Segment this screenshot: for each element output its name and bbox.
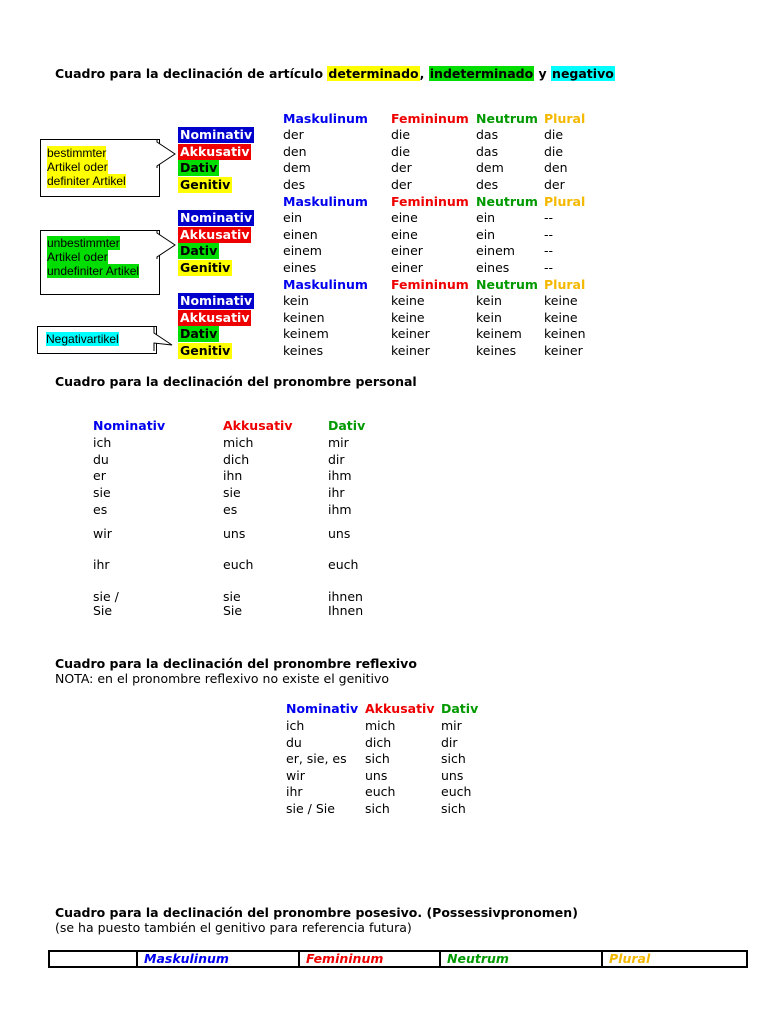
callout-definite-line-2: Artikel oder <box>47 160 108 174</box>
title-highlight-indeterminado: indeterminado <box>429 66 534 81</box>
possessive-pronoun-title: Cuadro para la declinación del pronombre posesivo. (Possessivpronomen) <box>55 905 578 920</box>
indef-cell: eine <box>391 227 418 242</box>
def-cell: der <box>544 177 565 192</box>
reflexive-cell: wir <box>286 768 305 783</box>
personal-cell: ihn <box>223 468 243 483</box>
reflexive-cell: sich <box>365 801 390 816</box>
personal-cell: ihm <box>328 502 352 517</box>
personal-cell: euch <box>223 557 254 572</box>
indef-header-maskulinum: Maskulinum <box>283 194 368 209</box>
reflexive-header-nominativ: Nominativ <box>286 701 359 716</box>
personal-cell: sie <box>223 589 241 604</box>
neg-case-nominativ: Nominativ <box>180 293 253 308</box>
def-cell: des <box>476 177 499 192</box>
indef-cell: einem <box>283 243 322 258</box>
indef-header-plural: Plural <box>544 194 586 209</box>
callout-definite-line-1: bestimmter <box>47 146 107 160</box>
personal-pronoun-title: Cuadro para la declinación del pronombre personal <box>55 374 417 389</box>
title-conjunction: y <box>538 66 547 81</box>
callout-indefinite-pointer <box>157 231 179 261</box>
personal-cell: ihm <box>328 468 352 483</box>
neg-case-dativ: Dativ <box>180 326 218 341</box>
reflexive-note: NOTA: en el pronombre reflexivo no existe el genitivo <box>55 671 390 686</box>
personal-cell: ihr <box>93 557 110 572</box>
personal-cell: ihr <box>328 485 345 500</box>
indef-header-femininum: Femininum <box>391 194 469 209</box>
callout-indefinite-article <box>40 230 160 295</box>
neg-cell: keine <box>544 310 578 325</box>
reflexive-pronoun-title: Cuadro para la declinación del pronombre reflexivo <box>55 656 417 671</box>
neg-cell: keiner <box>391 326 430 341</box>
reflexive-cell: euch <box>441 784 472 799</box>
reflexive-cell: du <box>286 735 302 750</box>
indef-cell: eines <box>476 260 510 275</box>
callout-indefinite-line-2: Artikel oder <box>47 250 108 264</box>
personal-cell: sie <box>223 485 241 500</box>
indef-cell: einer <box>391 243 423 258</box>
def-case-genitiv: Genitiv <box>180 177 231 192</box>
title-prefix: Cuadro para la declinación de artículo <box>55 66 324 81</box>
personal-cell: ich <box>93 435 112 450</box>
indef-cell: eines <box>283 260 317 275</box>
reflexive-cell: dich <box>365 735 392 750</box>
personal-cell: euch <box>328 557 359 572</box>
neg-cell: keines <box>476 343 517 358</box>
indef-cell: ein <box>476 210 496 225</box>
indef-case-akkusativ: Akkusativ <box>180 227 250 242</box>
personal-header-nominativ: Nominativ <box>93 418 166 433</box>
reflexive-cell: sich <box>441 751 466 766</box>
callout-negative-article <box>37 326 157 354</box>
possessive-subtitle: (se ha puesto también el genitivo para referencia futura) <box>55 920 412 935</box>
personal-cell: dir <box>328 452 345 467</box>
indef-case-nominativ: Nominativ <box>180 210 253 225</box>
def-cell: die <box>544 127 564 142</box>
neg-cell: kein <box>476 293 502 308</box>
neg-header-neutrum: Neutrum <box>476 277 538 292</box>
def-case-nominativ: Nominativ <box>180 127 253 142</box>
personal-cell: es <box>223 502 238 517</box>
personal-cell: wir <box>93 526 112 541</box>
title-comma: , <box>419 66 425 81</box>
possessive-header-plural: Plural <box>602 951 747 967</box>
personal-cell: ihnen <box>328 589 363 604</box>
indef-cell: -- <box>544 227 554 242</box>
callout-definite-pointer <box>157 140 179 170</box>
indef-cell: ein <box>476 227 496 242</box>
neg-cell: keinen <box>283 310 325 325</box>
neg-cell: kein <box>476 310 502 325</box>
def-cell: der <box>283 127 304 142</box>
def-header-femininum: Femininum <box>391 111 469 126</box>
callout-negative-text: Negativartikel <box>46 332 119 346</box>
personal-cell: du <box>93 452 109 467</box>
def-cell: die <box>391 127 411 142</box>
callout-definite-line-3: definiter Artikel <box>47 174 126 188</box>
neg-header-maskulinum: Maskulinum <box>283 277 368 292</box>
neg-cell: keines <box>283 343 324 358</box>
personal-cell: Ihnen <box>328 603 364 618</box>
reflexive-cell: sich <box>365 751 390 766</box>
reflexive-cell: mich <box>365 718 396 733</box>
personal-cell: es <box>93 502 108 517</box>
def-header-neutrum: Neutrum <box>476 111 538 126</box>
neg-cell: keine <box>391 310 425 325</box>
def-header-maskulinum: Maskulinum <box>283 111 368 126</box>
def-cell: die <box>391 144 411 159</box>
indef-cell: -- <box>544 243 554 258</box>
article-declension-title <box>55 66 615 82</box>
reflexive-cell: sie / Sie <box>286 801 335 816</box>
indef-cell: einen <box>283 227 318 242</box>
def-case-akkusativ: Akkusativ <box>180 144 250 159</box>
def-cell: dem <box>476 160 504 175</box>
def-cell: die <box>544 144 564 159</box>
neg-cell: keinen <box>544 326 586 341</box>
possessive-header-empty <box>49 951 137 967</box>
def-cell: dem <box>283 160 311 175</box>
reflexive-cell: dir <box>441 735 458 750</box>
reflexive-cell: mir <box>441 718 462 733</box>
def-cell: den <box>283 144 307 159</box>
possessive-header-maskulinum: Maskulinum <box>137 951 299 967</box>
indef-header-neutrum: Neutrum <box>476 194 538 209</box>
personal-cell: sie / <box>93 589 119 604</box>
reflexive-header-akkusativ: Akkusativ <box>365 701 435 716</box>
neg-cell: keiner <box>391 343 430 358</box>
personal-cell: dich <box>223 452 250 467</box>
neg-case-genitiv: Genitiv <box>180 343 231 358</box>
reflexive-cell: euch <box>365 784 396 799</box>
personal-header-dativ: Dativ <box>328 418 366 433</box>
personal-cell: mich <box>223 435 254 450</box>
reflexive-cell: er, sie, es <box>286 751 347 766</box>
def-cell: das <box>476 127 499 142</box>
indef-cell: einem <box>476 243 515 258</box>
neg-cell: keine <box>544 293 578 308</box>
indef-cell: ein <box>283 210 303 225</box>
neg-header-plural: Plural <box>544 277 586 292</box>
possessive-header-neutrum: Neutrum <box>440 951 602 967</box>
callout-indefinite-line-1: unbestimmter <box>47 236 120 250</box>
indef-case-dativ: Dativ <box>180 243 218 258</box>
callout-indefinite-text <box>47 236 139 278</box>
possessive-table-header-row <box>49 951 747 967</box>
personal-cell: Sie <box>223 603 243 618</box>
personal-cell: sie <box>93 485 111 500</box>
indef-case-genitiv: Genitiv <box>180 260 231 275</box>
def-cell: des <box>283 177 306 192</box>
personal-cell: uns <box>328 526 351 541</box>
reflexive-cell: uns <box>441 768 464 783</box>
def-cell: der <box>391 177 412 192</box>
title-highlight-negativo: negativo <box>552 66 614 81</box>
indef-cell: -- <box>544 260 554 275</box>
reflexive-header-dativ: Dativ <box>441 701 479 716</box>
reflexive-cell: uns <box>365 768 388 783</box>
neg-case-akkusativ: Akkusativ <box>180 310 250 325</box>
neg-cell: keiner <box>544 343 583 358</box>
neg-cell: keine <box>391 293 425 308</box>
callout-negative-pointer <box>154 327 176 355</box>
personal-header-akkusativ: Akkusativ <box>223 418 293 433</box>
reflexive-cell: ihr <box>286 784 303 799</box>
reflexive-cell: ich <box>286 718 305 733</box>
def-case-dativ: Dativ <box>180 160 218 175</box>
callout-definite-article <box>40 139 160 197</box>
def-cell: das <box>476 144 499 159</box>
personal-cell: er <box>93 468 106 483</box>
def-header-plural: Plural <box>544 111 586 126</box>
indef-cell: einer <box>391 260 423 275</box>
possessive-header-femininum: Femininum <box>299 951 440 967</box>
neg-cell: keinem <box>476 326 522 341</box>
neg-cell: keinem <box>283 326 329 341</box>
callout-definite-text <box>47 146 126 188</box>
neg-cell: kein <box>283 293 309 308</box>
indef-cell: -- <box>544 210 554 225</box>
reflexive-cell: sich <box>441 801 466 816</box>
neg-header-femininum: Femininum <box>391 277 469 292</box>
personal-cell: Sie <box>93 603 113 618</box>
indef-cell: eine <box>391 210 418 225</box>
callout-indefinite-line-3: undefiniter Artikel <box>47 264 140 278</box>
def-cell: der <box>391 160 412 175</box>
def-cell: den <box>544 160 568 175</box>
personal-cell: mir <box>328 435 349 450</box>
title-highlight-determinado: determinado <box>328 66 419 81</box>
personal-cell: uns <box>223 526 246 541</box>
possessive-table <box>48 950 748 968</box>
